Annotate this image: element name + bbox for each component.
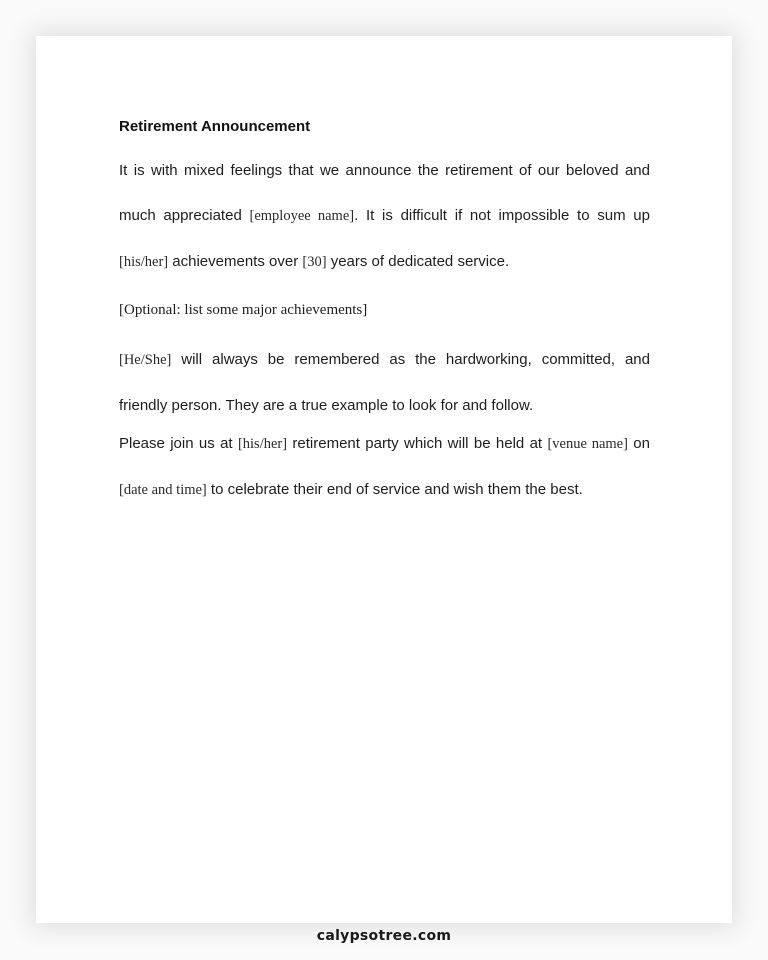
text: Please join us at (119, 435, 238, 452)
document-content (119, 116, 650, 518)
site-watermark: calypsotree.com (316, 928, 452, 944)
placeholder-date-time: [date and time] (119, 482, 207, 498)
text: to celebrate their end of service and wish them the best. (206, 481, 583, 498)
text: It is with mixed feelings that we announce the retirement of our beloved and much appreciated (119, 162, 650, 224)
placeholder-pronoun: [his/her] (119, 254, 169, 270)
document-title: Retirement Announcement (119, 118, 311, 135)
paragraph-remembered (119, 337, 650, 428)
paragraph-optional-achievements: [Optional: list some major achievements] (119, 302, 368, 318)
text: will always be remembered as the hardworking, committed, and friendly person. They are a true example to look for and follow. (119, 351, 650, 414)
text: on (627, 435, 650, 452)
placeholder-pronoun: [his/her] (237, 436, 288, 452)
text: retirement party which will be held at (287, 435, 548, 452)
placeholder-years: [30] (302, 254, 327, 270)
placeholder-pronoun: [He/She] (119, 352, 172, 368)
placeholder-venue-name: [venue name] (547, 436, 628, 452)
paragraph-announcement (119, 148, 650, 285)
document-page (36, 36, 732, 923)
placeholder-employee-name: [employee name] (249, 208, 355, 224)
text: years of dedicated service. (326, 253, 510, 270)
text: . It is difficult if not impossible to sum up (354, 207, 650, 224)
text: achievements over (168, 253, 303, 270)
paragraph-party-invitation (119, 421, 650, 513)
